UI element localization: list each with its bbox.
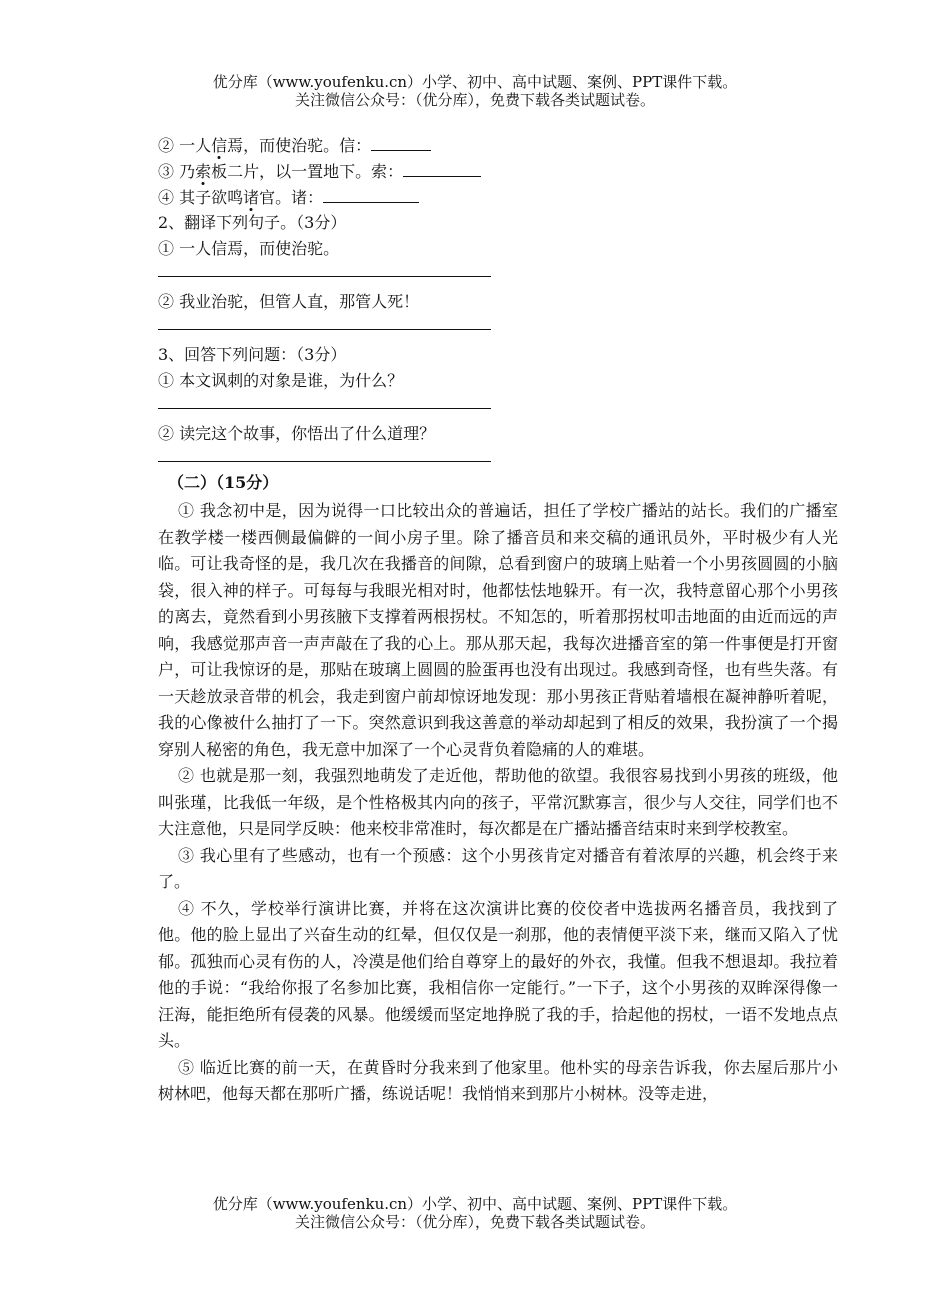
passage-paragraph-4: ④ 不久，学校举行演讲比赛，并将在这次演讲比赛的佼佼者中选拔两名播音员，我找到了他。他的脸上显出了兴奋生动的红晕，但仅仅是一刹那，他的表情便平淡下来，继而又陷入了忧郁。孤独而心灵有伤的人，冷漠是他们给自尊穿上的最好的外衣，我懂。但我不想退却。我拉着他的手说：“我给你报了名参加比赛，我相信你一定能行。”一下子，这个小男孩的双眸深得像一汪海，能拒绝所有侵袭的风暴。他缓缓而坚定地挣脱了我的手，拾起他的拐杖，一语不发地点点头。 — [158, 898, 838, 1050]
vocab-item-3 — [158, 158, 838, 184]
question-3-title: 3、回答下列问题：（3分） — [158, 345, 347, 364]
section-2-title: （二）（15分） — [168, 473, 279, 492]
answer-blank[interactable] — [403, 158, 481, 177]
vocab-item-4-text: ④ 其子欲鸣诸官。诸： — [158, 188, 324, 207]
answer-blank[interactable] — [371, 132, 431, 151]
question-2-sentence-2: ② 我业治驼，但管人直，那管人死！ — [158, 292, 420, 311]
reading-passage — [158, 498, 838, 1108]
page-header — [0, 73, 950, 109]
passage-paragraph-1: ① 我念初中是，因为说得一口比较出众的普遍话，担任了学校广播站的站长。我们的广播室在教学楼一楼西侧最偏僻的一间小房子里。除了播音员和来交稿的通讯员外，平时极少有人光临。可让我奇怪的是，我几次在我播音的间隙，总看到窗户的玻璃上贴着一个小男孩圆圆的小脑袋，很入神的样子。可每每与我眼光相对时，他都怯怯地躲开。有一次，我特意留心那个小男孩的离去，竟然看到小男孩腋下支撑着两根拐杖。不知怎的，听着那拐杖叩击地面的由近而远的声响，我感觉那声音一声声敲在了我的心上。那从那天起，我每次进播音室的第一件事便是打开窗户，可让我惊讶的是，那贴在玻璃上圆圆的脸蛋再也没有出现过。我感到奇怪，也有些失落。有一天趁放录音带的机会，我走到窗户前却惊讶地发现：那小男孩正背贴着墙根在凝神静听着呢，我的心像被什么抽打了一下。突然意识到我这善意的举动却起到了相反的效果，我扮演了一个揭穿别人秘密的角色，我无意中加深了一个心灵背负着隐痛的人的难堪。 — [158, 501, 838, 759]
page-footer — [0, 1195, 950, 1231]
footer-line-1: 优分库（www.youfenku.cn）小学、初中、高中试题、案例、PPT课件下载。 — [212, 1195, 738, 1213]
header-line-2: 关注微信公众号：（优分库），免费下载各类试题试卷。 — [294, 91, 655, 109]
header-line-1: 优分库（www.youfenku.cn）小学、初中、高中试题、案例、PPT课件下载。 — [212, 73, 738, 91]
vocab-item-4 — [158, 184, 838, 210]
passage-paragraph-5: ⑤ 临近比赛的前一天，在黄昏时分我来到了他家里。他朴实的母亲告诉我，你去屋后那片小树林吧，他每天都在那听广播，练说话呢！我悄悄来到那片小树林。没等走进， — [158, 1057, 838, 1103]
passage-paragraph-3: ③ 我心里有了些感动，也有一个预感：这个小男孩肯定对播音有着浓厚的兴趣，机会终于来了。 — [158, 845, 838, 891]
vocab-item-2 — [158, 132, 838, 158]
question-3-sub-1: ① 本文讽刺的对象是谁，为什么？ — [158, 371, 404, 390]
emphasized-char: 索 — [195, 162, 212, 181]
answer-line[interactable] — [158, 461, 491, 462]
passage-paragraph-2: ② 也就是那一刻，我强烈地萌发了走近他，帮助他的欲望。我很容易找到小男孩的班级，他叫张瑾，比我低一年级，是个性格极其内向的孩子，平常沉默寡言，很少与人交往，同学们也不大注意他，只是同学反映：他来校非常准时，每次都是在广播站播音结束时来到学校教室。 — [158, 766, 838, 838]
question-2-title: 2、翻译下列句子。（3分） — [158, 213, 347, 232]
exam-content — [158, 132, 838, 1108]
vocab-item-2-text: ② 一人信焉，而使治驼。信： — [158, 136, 372, 155]
vocab-item-3-text: ③ 乃索板二片，以一置地下。索： — [158, 162, 404, 181]
answer-blank[interactable] — [323, 184, 419, 203]
emphasized-char: 信 — [211, 136, 228, 155]
emphasized-char: 诸 — [243, 188, 260, 207]
question-3-sub-2: ② 读完这个故事，你悟出了什么道理？ — [158, 424, 436, 443]
question-2-sentence-1: ① 一人信焉，而使治驼。 — [158, 239, 340, 258]
footer-line-2: 关注微信公众号：（优分库），免费下载各类试题试卷。 — [294, 1213, 655, 1231]
